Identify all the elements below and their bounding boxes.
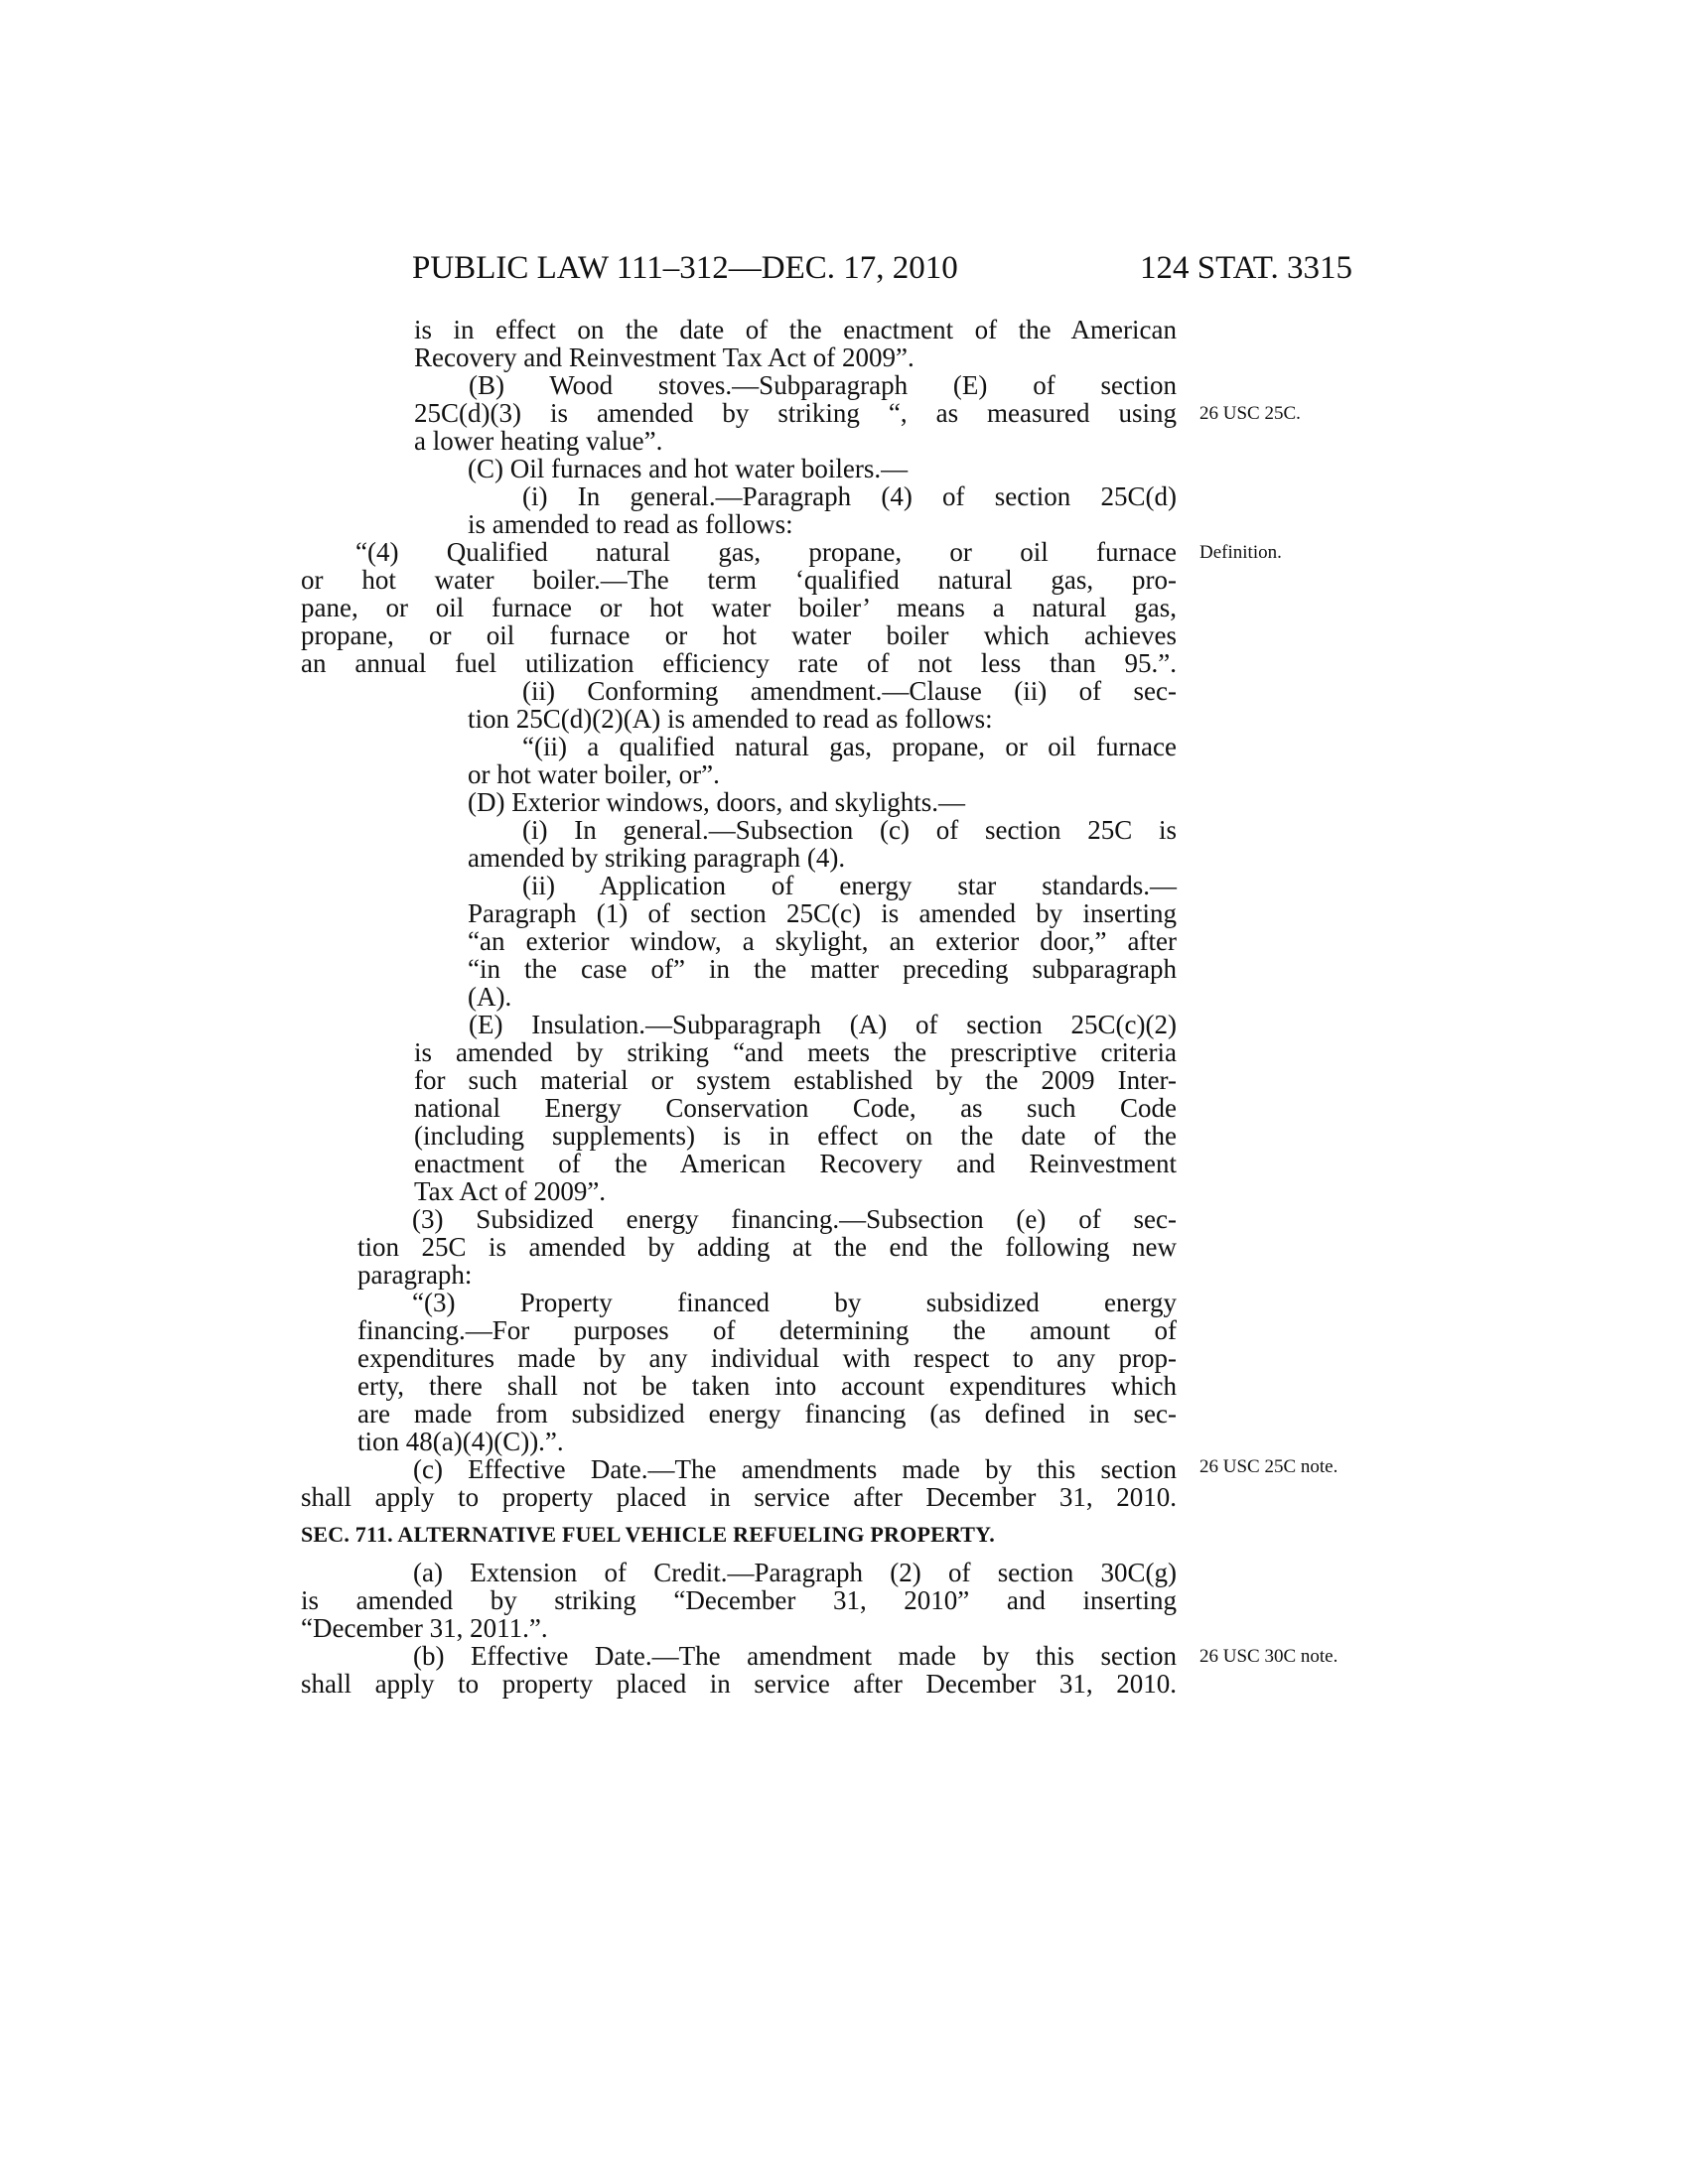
text-line: shall apply to property placed in service after December 31, 2010.: [301, 1482, 1177, 1512]
text-line: amended by striking paragraph (4).: [468, 843, 846, 873]
text-line: enactment of the American Recovery and Reinvestment: [414, 1149, 1177, 1178]
text-line: for such material or system established by the 2009 Inter-: [414, 1065, 1177, 1095]
text-line: “in the case of” in the matter preceding subparagraph: [468, 954, 1177, 984]
text-line: (a) Extension of Credit.—Paragraph (2) of section 30C(g): [413, 1558, 1177, 1587]
text-line: “(3) Property financed by subsidized energy: [412, 1288, 1177, 1317]
text-line: (ii) Application of energy star standards.—: [522, 871, 1177, 900]
running-head-title: PUBLIC LAW 111–312—DEC. 17, 2010: [412, 250, 958, 286]
text-line: financing.—For purposes of determining the amount of: [357, 1315, 1177, 1345]
text-line: expenditures made by any individual with respect to any prop-: [357, 1343, 1177, 1373]
margin-note-usc-note: 26 USC 30C note.: [1199, 1646, 1338, 1667]
section-heading: SEC. 711. ALTERNATIVE FUEL VEHICLE REFUELING PROPERTY.: [301, 1522, 995, 1547]
text-line: national Energy Conservation Code, as such Code: [414, 1093, 1177, 1123]
text-line: Tax Act of 2009”.: [414, 1176, 607, 1206]
text-line: (C) Oil furnaces and hot water boilers.—: [468, 454, 909, 483]
text-line: (A).: [468, 982, 512, 1012]
margin-note-definition: Definition.: [1199, 542, 1282, 563]
text-line: “an exterior window, a skylight, an exterior door,” after: [468, 926, 1177, 956]
text-line: tion 48(a)(4)(C)).”.: [357, 1427, 564, 1456]
margin-note-usc: 26 USC 25C.: [1199, 403, 1301, 424]
text-line: (i) In general.—Paragraph (4) of section 25C(d): [522, 481, 1177, 511]
text-line: a lower heating value”.: [414, 426, 663, 456]
text-line: shall apply to property placed in service after December 31, 2010.: [301, 1669, 1177, 1699]
text-line: is in effect on the date of the enactment of the American: [414, 315, 1177, 344]
text-line: “(ii) a qualified natural gas, propane, or oil furnace: [522, 732, 1177, 761]
text-line: (b) Effective Date.—The amendment made by this section: [413, 1641, 1177, 1671]
text-line: is amended by striking “December 31, 2010” and inserting: [301, 1585, 1177, 1615]
text-line: an annual fuel utilization efficiency rate of not less than 95.”.: [301, 648, 1177, 678]
text-line: Recovery and Reinvestment Tax Act of 2009”.: [414, 342, 914, 372]
text-line: (E) Insulation.—Subparagraph (A) of section 25C(c)(2): [469, 1010, 1177, 1039]
text-line: propane, or oil furnace or hot water boiler which achieves: [301, 620, 1177, 650]
text-line: (3) Subsidized energy financing.—Subsection (e) of sec-: [412, 1204, 1177, 1234]
text-line: “December 31, 2011.”.: [301, 1613, 548, 1643]
body-text: [301, 316, 1177, 1698]
margin-note-usc-note: 26 USC 25C note.: [1199, 1456, 1338, 1477]
text-line: “(4) Qualified natural gas, propane, or oil furnace: [355, 537, 1177, 567]
text-line: or hot water boiler.—The term ‘qualified natural gas, pro-: [301, 565, 1177, 595]
text-line: erty, there shall not be taken into account expenditures which: [357, 1371, 1177, 1401]
running-head-stat: 124 STAT. 3315: [1140, 250, 1353, 286]
text-line: tion 25C is amended by adding at the end the following new: [357, 1232, 1177, 1262]
text-line: (i) In general.—Subsection (c) of section 25C is: [522, 815, 1177, 845]
text-line: pane, or oil furnace or hot water boiler’ means a natural gas,: [301, 593, 1177, 622]
text-line: Paragraph (1) of section 25C(c) is amended by inserting: [468, 898, 1177, 928]
text-line: or hot water boiler, or”.: [468, 759, 720, 789]
text-line: (c) Effective Date.—The amendments made by this section: [413, 1454, 1177, 1484]
text-line: (B) Wood stoves.—Subparagraph (E) of section: [469, 370, 1177, 400]
text-line: is amended to read as follows:: [468, 509, 793, 539]
text-line: are made from subsidized energy financing (as defined in sec-: [357, 1399, 1177, 1429]
text-line: paragraph:: [357, 1260, 473, 1290]
text-line: tion 25C(d)(2)(A) is amended to read as follows:: [468, 704, 993, 734]
text-line: (D) Exterior windows, doors, and skylights.—: [468, 787, 965, 817]
text-line: (including supplements) is in effect on the date of the: [414, 1121, 1177, 1151]
text-line: is amended by striking “and meets the prescriptive criteria: [414, 1037, 1177, 1067]
text-line: (ii) Conforming amendment.—Clause (ii) of sec-: [522, 676, 1177, 706]
text-line: 25C(d)(3) is amended by striking “, as measured using: [414, 398, 1177, 428]
